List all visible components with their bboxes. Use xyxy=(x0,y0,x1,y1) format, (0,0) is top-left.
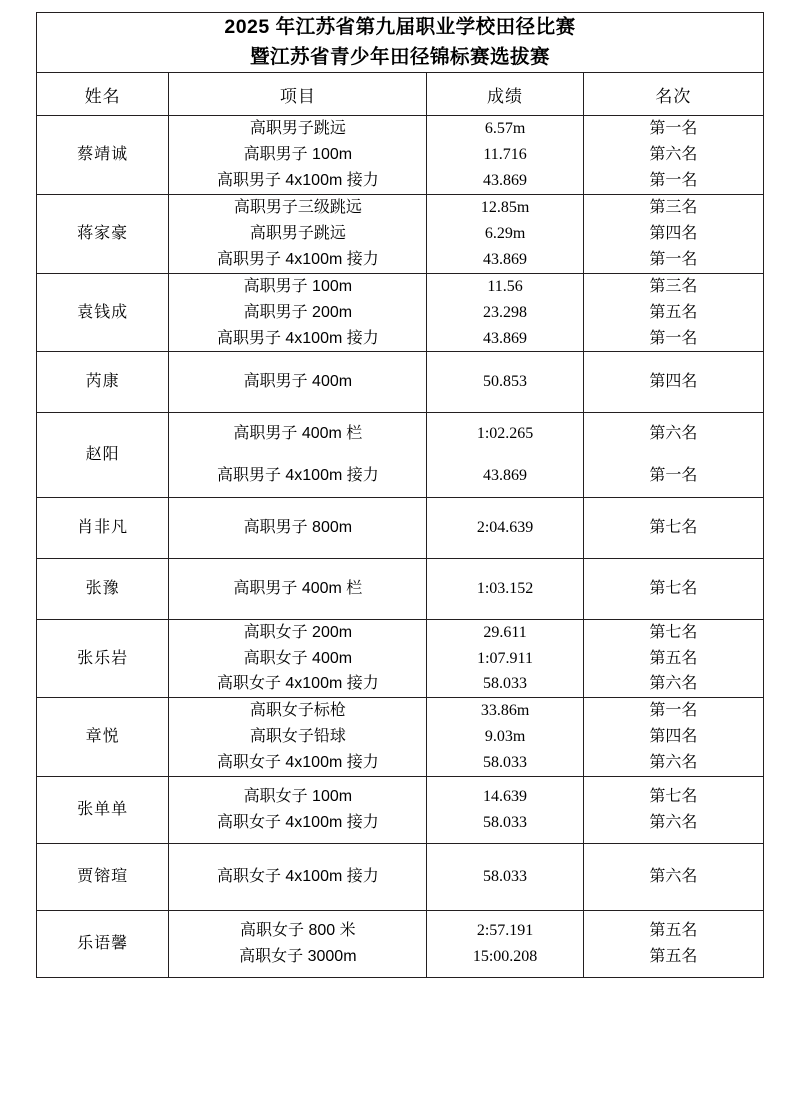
rank-value: 第三名 xyxy=(649,277,698,295)
table-row xyxy=(37,698,764,777)
rank-cell xyxy=(583,116,763,195)
rank-cell xyxy=(583,273,763,352)
score-value: 1:02.265 xyxy=(476,425,534,443)
rank-value: 第三名 xyxy=(649,198,698,216)
rank-cell xyxy=(583,911,763,978)
score-value: 1:03.152 xyxy=(476,579,534,597)
rank-cell xyxy=(583,558,763,619)
score-value: 58.033 xyxy=(483,675,528,693)
event-name: 高职女子 200m xyxy=(243,623,353,641)
score-cell xyxy=(427,844,583,911)
athlete-name-cell xyxy=(37,497,169,558)
table-row xyxy=(37,116,764,195)
event-name: 高职女子 4x100m 接力 xyxy=(216,814,379,832)
rank-cell xyxy=(583,777,763,844)
rank-cell xyxy=(583,413,763,497)
event-name: 高职女子 4x100m 接力 xyxy=(216,868,379,886)
rank-cell xyxy=(583,497,763,558)
column-header-3: 名次 xyxy=(583,73,763,116)
table-row xyxy=(37,497,764,558)
athlete-name: 张豫 xyxy=(85,579,120,597)
rank-value: 第四名 xyxy=(649,373,698,391)
column-header-1: 项目 xyxy=(169,73,427,116)
athlete-name: 乐语馨 xyxy=(77,935,129,953)
rank-value: 第七名 xyxy=(649,623,698,641)
event-cell xyxy=(169,619,427,698)
athlete-name-cell xyxy=(37,273,169,352)
table-row xyxy=(37,558,764,619)
score-value: 15:00.208 xyxy=(472,948,538,966)
athlete-name-cell xyxy=(37,352,169,413)
score-cell xyxy=(427,698,583,777)
title-text: 2025 年江苏省第九届职业学校田径比赛 xyxy=(224,16,576,38)
score-value: 29.611 xyxy=(483,623,527,641)
rank-value: 第四名 xyxy=(649,224,698,242)
athlete-name: 张乐岩 xyxy=(77,649,129,667)
athlete-name: 蒋家豪 xyxy=(77,224,129,242)
title-text: 暨江苏省青少年田径锦标赛选拔赛 xyxy=(249,45,550,68)
event-name: 高职女子 3000m xyxy=(239,948,357,966)
rank-value: 第六名 xyxy=(649,675,698,693)
event-name: 高职男子 4x100m 接力 xyxy=(216,250,379,268)
event-name: 高职女子 4x100m 接力 xyxy=(216,675,379,693)
score-cell xyxy=(427,619,583,698)
event-name: 高职男子 100m xyxy=(243,146,353,164)
event-name: 高职女子 100m xyxy=(243,788,353,806)
event-name: 高职男子 400m 栏 xyxy=(233,579,363,597)
table-row xyxy=(37,273,764,352)
document-title-line xyxy=(37,43,764,73)
rank-value: 第一名 xyxy=(649,172,698,190)
rank-value: 第五名 xyxy=(649,922,698,940)
score-cell xyxy=(427,911,583,978)
event-cell xyxy=(169,911,427,978)
score-value: 43.869 xyxy=(483,250,528,268)
event-cell xyxy=(169,413,427,497)
athlete-name: 芮康 xyxy=(85,373,120,391)
rank-value: 第五名 xyxy=(649,303,698,321)
rank-value: 第一名 xyxy=(649,250,698,268)
score-value: 9.03m xyxy=(484,728,526,746)
event-name: 高职女子 4x100m 接力 xyxy=(216,754,379,772)
rank-value: 第一名 xyxy=(649,467,698,484)
table-header-row xyxy=(37,73,764,116)
event-name: 高职男子 4x100m 接力 xyxy=(216,467,379,484)
table-row xyxy=(37,413,764,497)
score-value: 23.298 xyxy=(483,303,528,321)
event-name: 高职男子 400m xyxy=(243,373,353,391)
event-cell xyxy=(169,194,427,273)
score-value: 50.853 xyxy=(483,373,528,391)
table-row xyxy=(37,777,764,844)
athlete-name-cell xyxy=(37,698,169,777)
athlete-name-cell xyxy=(37,844,169,911)
title-row-1 xyxy=(37,13,764,43)
event-name: 高职男子跳远 xyxy=(249,120,346,138)
athlete-name-cell xyxy=(37,777,169,844)
score-value: 14.639 xyxy=(483,788,528,806)
rank-cell xyxy=(583,619,763,698)
rank-value: 第六名 xyxy=(649,814,698,832)
document-title-line xyxy=(37,13,764,43)
athlete-name-cell xyxy=(37,558,169,619)
score-value: 11.56 xyxy=(487,277,523,295)
rank-value: 第七名 xyxy=(649,788,698,806)
athlete-name-cell xyxy=(37,194,169,273)
athlete-name: 袁钱成 xyxy=(77,303,129,321)
table-row xyxy=(37,844,764,911)
event-name: 高职男子 800m xyxy=(243,518,353,536)
event-cell xyxy=(169,777,427,844)
score-value: 43.869 xyxy=(483,172,528,190)
athlete-name-cell xyxy=(37,413,169,497)
event-name: 高职男子 4x100m 接力 xyxy=(216,329,379,347)
event-cell xyxy=(169,844,427,911)
score-cell xyxy=(427,413,583,497)
table-row xyxy=(37,194,764,273)
athlete-name: 赵阳 xyxy=(85,446,120,464)
event-name: 高职男子 200m xyxy=(243,303,353,321)
score-value: 33.86m xyxy=(480,702,530,720)
rank-cell xyxy=(583,844,763,911)
rank-value: 第七名 xyxy=(649,579,698,597)
event-cell xyxy=(169,116,427,195)
event-name: 高职女子铅球 xyxy=(249,728,346,746)
score-value: 58.033 xyxy=(483,754,528,772)
rank-value: 第五名 xyxy=(649,649,698,667)
rank-value: 第一名 xyxy=(649,120,698,138)
event-name: 高职男子跳远 xyxy=(249,224,346,242)
athlete-name-cell xyxy=(37,116,169,195)
rank-value: 第六名 xyxy=(649,754,698,772)
athlete-name-cell xyxy=(37,619,169,698)
rank-cell xyxy=(583,352,763,413)
athlete-name: 肖非凡 xyxy=(77,518,129,536)
rank-value: 第五名 xyxy=(649,948,698,966)
event-cell xyxy=(169,698,427,777)
rank-value: 第六名 xyxy=(649,146,698,164)
rank-cell xyxy=(583,698,763,777)
rank-value: 第七名 xyxy=(649,518,698,536)
score-cell xyxy=(427,194,583,273)
results-table xyxy=(36,12,764,978)
event-cell xyxy=(169,558,427,619)
score-value: 58.033 xyxy=(483,868,528,886)
athlete-name-cell xyxy=(37,911,169,978)
rank-value: 第一名 xyxy=(649,329,698,347)
event-name: 高职男子三级跳远 xyxy=(233,198,362,216)
athlete-name: 章悦 xyxy=(85,728,120,746)
athlete-name: 贾镕瑄 xyxy=(77,868,129,886)
event-name: 高职男子 400m 栏 xyxy=(233,425,363,443)
score-cell xyxy=(427,116,583,195)
title-row-2 xyxy=(37,43,764,73)
score-cell xyxy=(427,273,583,352)
score-value: 12.85m xyxy=(480,198,530,216)
score-value: 11.716 xyxy=(483,146,527,164)
rank-value: 第六名 xyxy=(649,868,698,886)
score-value: 58.033 xyxy=(483,814,528,832)
score-value: 43.869 xyxy=(483,467,528,484)
score-cell xyxy=(427,352,583,413)
event-name: 高职女子标枪 xyxy=(249,702,346,720)
event-name: 高职男子 4x100m 接力 xyxy=(216,172,379,190)
score-value: 2:57.191 xyxy=(476,922,534,940)
table-row xyxy=(37,619,764,698)
table-row xyxy=(37,352,764,413)
athlete-name: 张单单 xyxy=(77,801,129,819)
event-cell xyxy=(169,497,427,558)
event-name: 高职女子 400m xyxy=(243,649,353,667)
score-cell xyxy=(427,497,583,558)
event-name: 高职女子 800 米 xyxy=(240,922,356,940)
rank-value: 第四名 xyxy=(649,728,698,746)
athlete-name: 蔡靖诚 xyxy=(77,146,129,164)
event-name: 高职男子 100m xyxy=(243,277,353,295)
column-header-2: 成绩 xyxy=(427,73,583,116)
score-value: 43.869 xyxy=(483,329,528,347)
score-value: 1:07.911 xyxy=(477,649,533,667)
score-value: 6.57m xyxy=(484,120,526,138)
rank-value: 第六名 xyxy=(649,425,698,443)
event-cell xyxy=(169,352,427,413)
event-cell xyxy=(169,273,427,352)
score-cell xyxy=(427,777,583,844)
table-row xyxy=(37,911,764,978)
column-header-0: 姓名 xyxy=(37,73,169,116)
score-value: 6.29m xyxy=(484,224,526,242)
score-cell xyxy=(427,558,583,619)
score-value: 2:04.639 xyxy=(476,518,534,536)
rank-cell xyxy=(583,194,763,273)
rank-value: 第一名 xyxy=(649,702,698,720)
